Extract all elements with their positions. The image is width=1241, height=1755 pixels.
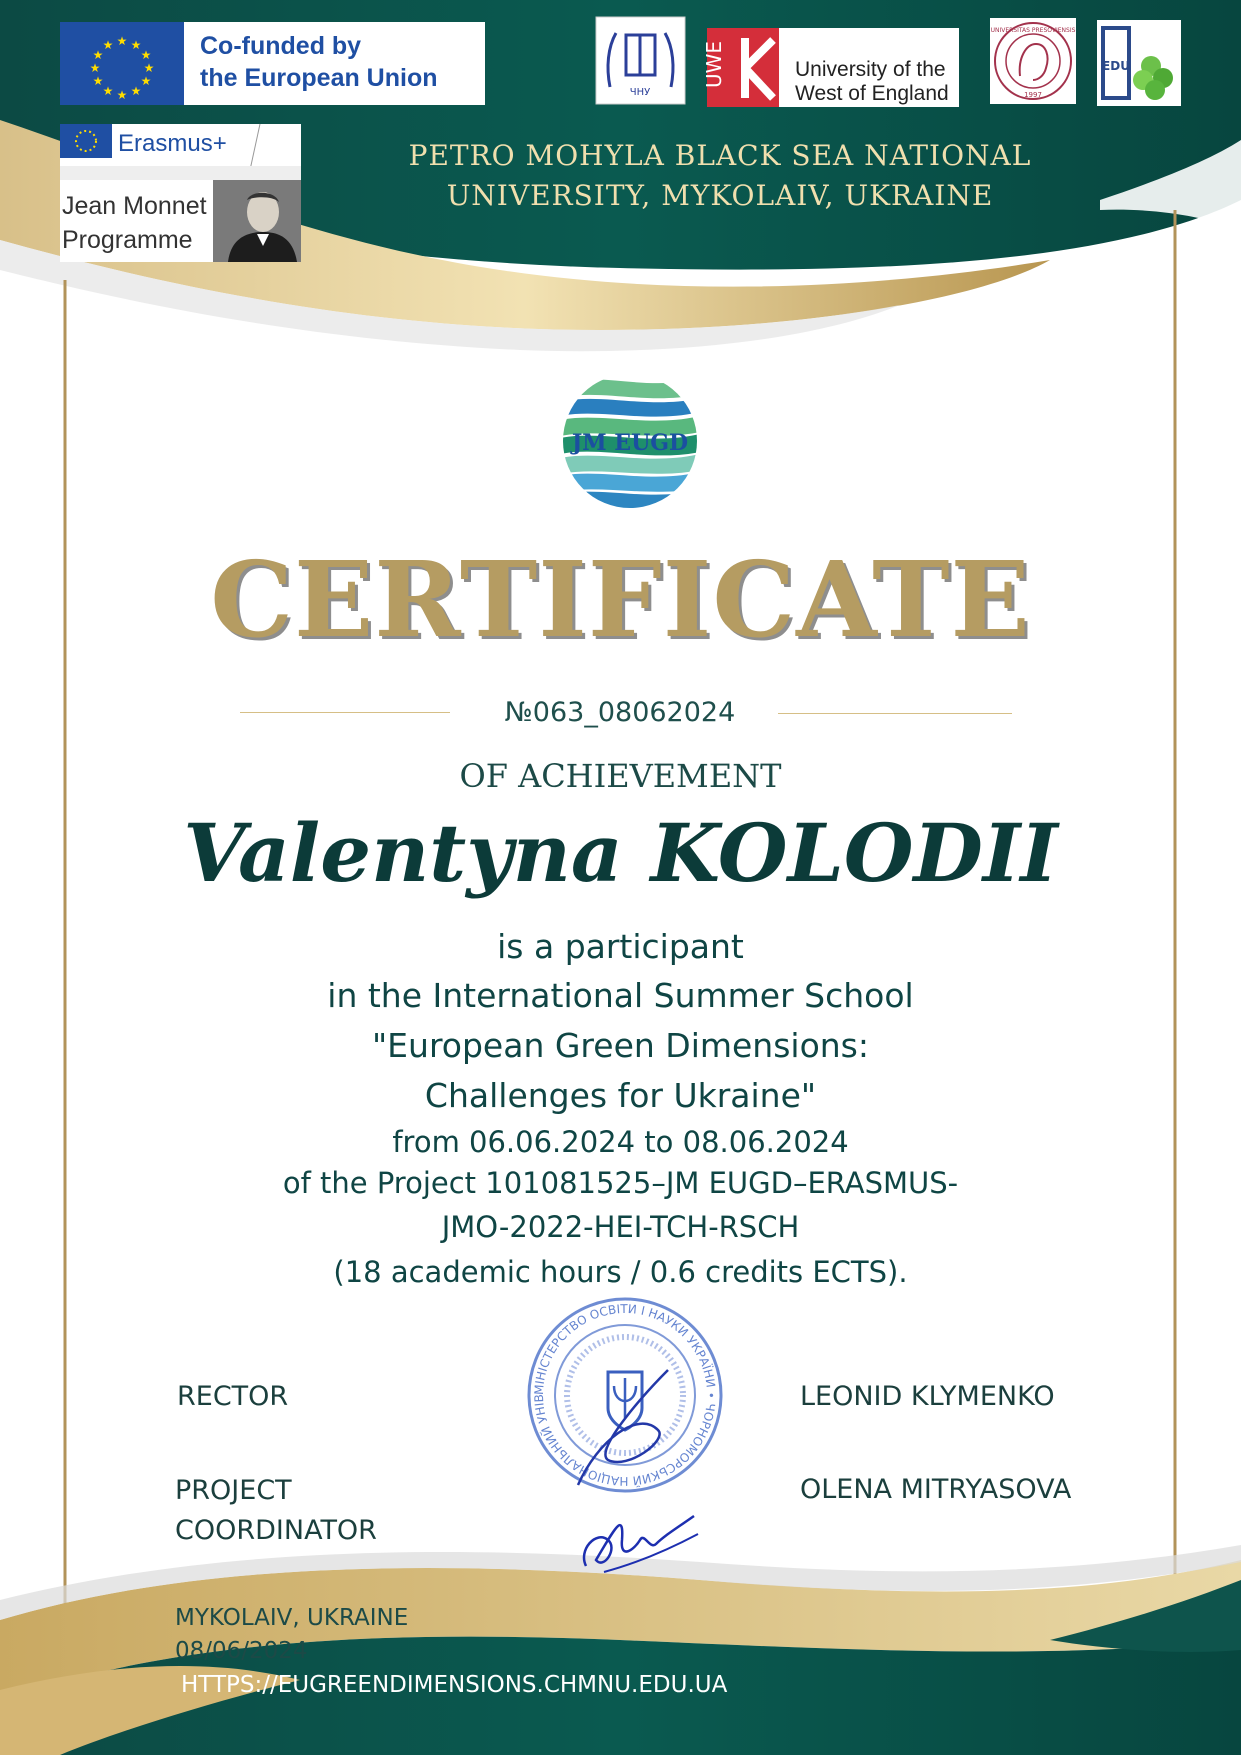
seal-text: МІНІСТЕРСТВО ОСВІТИ І НАУКИ УКРАЇНИ • ЧОРНОМОРСЬКИЙ НАЦІОНАЛЬНИЙ УНІВ: [531, 1301, 719, 1489]
presov-year: 1997: [1024, 91, 1042, 99]
university-name: [380, 136, 1060, 216]
coordinator-label-line2: COORDINATOR: [175, 1515, 377, 1546]
body-line-1: is a participant: [497, 927, 744, 966]
recipient-name: Valentyna KOLODII: [183, 806, 1058, 900]
university-seal-stamp: [508, 1290, 743, 1500]
crest-label: ЧНУ: [629, 87, 651, 98]
footer-url-link[interactable]: HTTPS://EUGREENDIMENSIONS.CHMNU.EDU.UA: [181, 1672, 728, 1698]
coordinator-name: OLENA MITRYASOVA: [800, 1474, 1072, 1505]
university-name-line1: PETRO MOHYLA BLACK SEA NATIONAL: [408, 139, 1032, 172]
body-line-2: in the International Summer School: [327, 976, 914, 1015]
eu-flag-icon: [60, 22, 184, 105]
edu-clover-logo: [1097, 20, 1181, 106]
svg-text:★: ★: [89, 61, 101, 75]
erasmus-jean-monnet-logo: [60, 124, 301, 262]
svg-text:★: ★: [130, 38, 142, 52]
emblem-text: JM EUGD: [571, 430, 689, 456]
body-line-3: "European Green Dimensions:: [372, 1026, 869, 1065]
presov-university-logo: [990, 18, 1076, 104]
edu-text: EDU: [1102, 59, 1130, 73]
svg-text:★: ★: [92, 74, 104, 88]
body-line-8: (18 academic hours / 0.6 credits ECTS).: [333, 1255, 908, 1289]
eu-logo-line2: the European Union: [200, 64, 438, 92]
coordinator-signature: [574, 1500, 704, 1582]
svg-text:★: ★: [102, 38, 114, 52]
footer-place: MYKOLAIV, UKRAINE: [175, 1605, 409, 1631]
svg-text:★: ★: [140, 48, 152, 62]
body-line-4: Challenges for Ukraine": [424, 1076, 817, 1115]
erasmus-label: Erasmus+: [118, 130, 227, 157]
footer-date: 08/06/2024: [175, 1638, 308, 1664]
svg-text:★: ★: [140, 74, 152, 88]
body-line-6: of the Project 101081525–JM EUGD–ERASMUS-: [282, 1166, 959, 1200]
uwe-abbr: UWE: [702, 40, 726, 88]
body-line-7: JMO-2022-HEI-TCH-RSCH: [441, 1210, 800, 1244]
certificate-title: CERTIFICATE: [210, 538, 1031, 661]
svg-text:★: ★: [102, 84, 114, 98]
uwe-line1: University of the: [795, 58, 946, 81]
uwe-logo: [702, 28, 959, 107]
university-crest-logo: [596, 17, 685, 104]
university-name-line2: UNIVERSITY, MYKOLAIV, UKRAINE: [446, 179, 994, 212]
certificate-number: №063_08062024: [504, 697, 736, 728]
rector-label: RECTOR: [177, 1381, 289, 1412]
eu-cofunded-logo: [60, 22, 485, 105]
jean-monnet-line2: Programme: [62, 226, 193, 254]
coordinator-label-line1: PROJECT: [175, 1475, 292, 1506]
svg-text:★: ★: [143, 61, 155, 75]
presov-text: UNIVERSITAS PRESOVIENSIS: [990, 27, 1076, 34]
svg-text:★: ★: [92, 48, 104, 62]
svg-text:★: ★: [116, 88, 128, 102]
svg-text:★: ★: [130, 84, 142, 98]
rector-name: LEONID KLYMENKO: [800, 1381, 1055, 1412]
eu-logo-line1: Co-funded by: [200, 32, 362, 60]
body-line-5: from 06.06.2024 to 08.06.2024: [392, 1125, 849, 1159]
certificate-subtitle: OF ACHIEVEMENT: [459, 757, 782, 795]
svg-text:★: ★: [116, 34, 128, 48]
jm-eugd-emblem-icon: [560, 372, 700, 510]
jean-monnet-portrait-icon: [213, 180, 301, 262]
jean-monnet-line1: Jean Monnet: [62, 192, 207, 220]
uwe-line2: West of England: [795, 82, 949, 105]
uwe-red-block-icon: [702, 28, 779, 107]
